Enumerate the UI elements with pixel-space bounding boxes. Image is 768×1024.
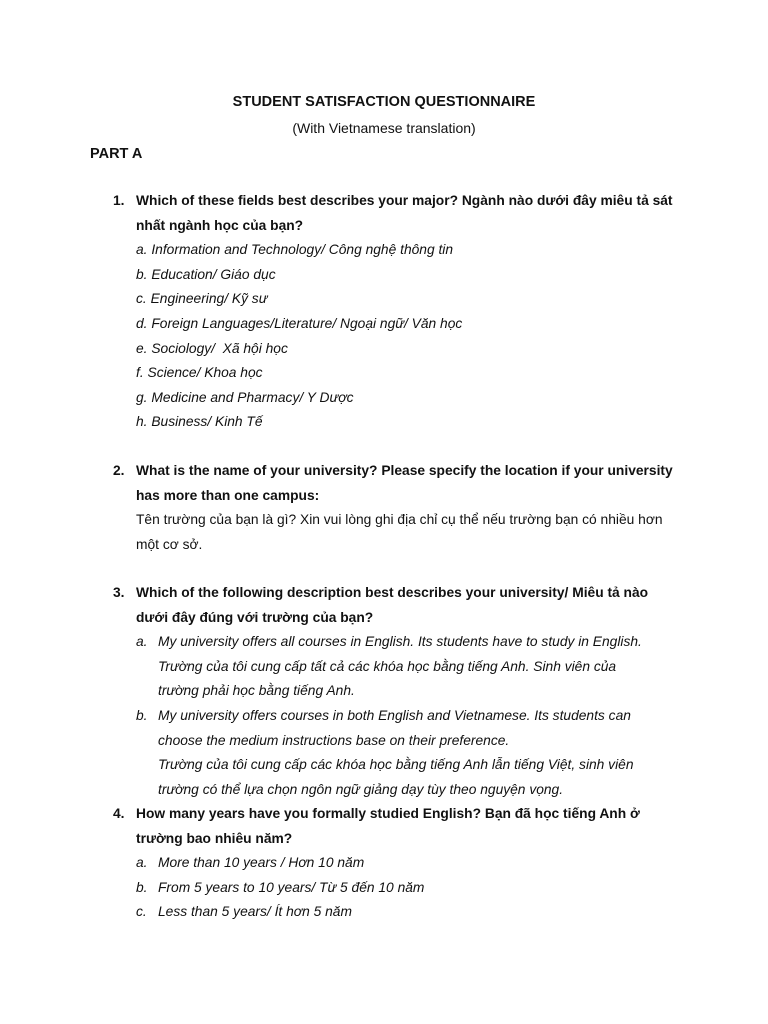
question-number: 3. bbox=[113, 585, 125, 600]
option-line: trường phải học bằng tiếng Anh. bbox=[158, 683, 355, 699]
page-title: STUDENT SATISFACTION QUESTIONNAIRE bbox=[232, 94, 536, 110]
option-item: e. Sociology/ Xã hội học bbox=[136, 340, 288, 356]
question-4 bbox=[113, 802, 683, 925]
option-line: My university offers all courses in English. Its students have to study in English. bbox=[158, 634, 642, 650]
option-line: Trường của tôi cung cấp các khóa học bằng tiếng Anh lẫn tiếng Việt, sinh viên bbox=[158, 757, 634, 773]
option-label: a. bbox=[136, 855, 148, 871]
option-line: choose the medium instructions base on their preference. bbox=[158, 732, 510, 748]
question-2 bbox=[113, 459, 683, 557]
option-label: b. bbox=[136, 707, 148, 723]
option-line: Trường của tôi cung cấp tất cả các khóa học bằng tiếng Anh. Sinh viên của bbox=[158, 658, 617, 674]
question-translation: Tên trường của bạn là gì? Xin vui lòng ghi địa chỉ cụ thể nếu trường bạn có nhiều hơn một cơ sở. bbox=[136, 512, 663, 552]
option-item bbox=[136, 900, 683, 925]
question-text: How many years have you formally studied English? Bạn đã học tiếng Anh ở trường bao nhiêu năm? bbox=[136, 806, 640, 846]
question-1 bbox=[113, 189, 683, 435]
option-item bbox=[136, 851, 683, 876]
question-number: 2. bbox=[113, 463, 125, 478]
question-3 bbox=[113, 581, 683, 802]
option-item: a. Information and Technology/ Công nghệ thông tin bbox=[136, 242, 454, 258]
question-text: Which of the following description best describes your university/ Miêu tả nào dưới đây đúng với trường của bạn? bbox=[136, 585, 649, 625]
option-text: Less than 5 years/ Ít hơn 5 năm bbox=[158, 904, 352, 920]
option-item: d. Foreign Languages/Literature/ Ngoại ngữ/ Văn học bbox=[136, 315, 463, 331]
option-text: From 5 years to 10 years/ Từ 5 đến 10 năm bbox=[158, 879, 425, 895]
page-subtitle: (With Vietnamese translation) bbox=[292, 120, 476, 136]
option-label: b. bbox=[136, 879, 148, 895]
part-heading: PART A bbox=[90, 146, 143, 162]
option-item bbox=[136, 876, 683, 901]
option-line: trường có thể lựa chọn ngôn ngữ giảng dạy tùy theo nguyện vọng. bbox=[158, 781, 564, 797]
option-line: My university offers courses in both English and Vietnamese. Its students can bbox=[158, 707, 631, 723]
option-item bbox=[136, 630, 683, 704]
question-text: Which of these fields best describes your major? Ngành nào dưới đây miêu tả sát nhất ngành học của bạn? bbox=[136, 193, 673, 233]
option-label: a. bbox=[136, 634, 148, 650]
question-number: 4. bbox=[113, 806, 125, 821]
option-item: h. Business/ Kinh Tế bbox=[136, 414, 263, 430]
option-item: b. Education/ Giáo dục bbox=[136, 266, 276, 282]
option-list bbox=[136, 238, 683, 435]
option-item: c. Engineering/ Kỹ sư bbox=[136, 291, 268, 307]
question-text: What is the name of your university? Please specify the location if your university has more than one campus: bbox=[136, 463, 673, 503]
option-item: f. Science/ Khoa học bbox=[136, 365, 263, 381]
option-label: c. bbox=[136, 904, 147, 920]
option-text: More than 10 years / Hơn 10 năm bbox=[158, 855, 365, 871]
option-item bbox=[136, 704, 683, 802]
question-number: 1. bbox=[113, 193, 125, 208]
option-item: g. Medicine and Pharmacy/ Y Dược bbox=[136, 389, 354, 405]
